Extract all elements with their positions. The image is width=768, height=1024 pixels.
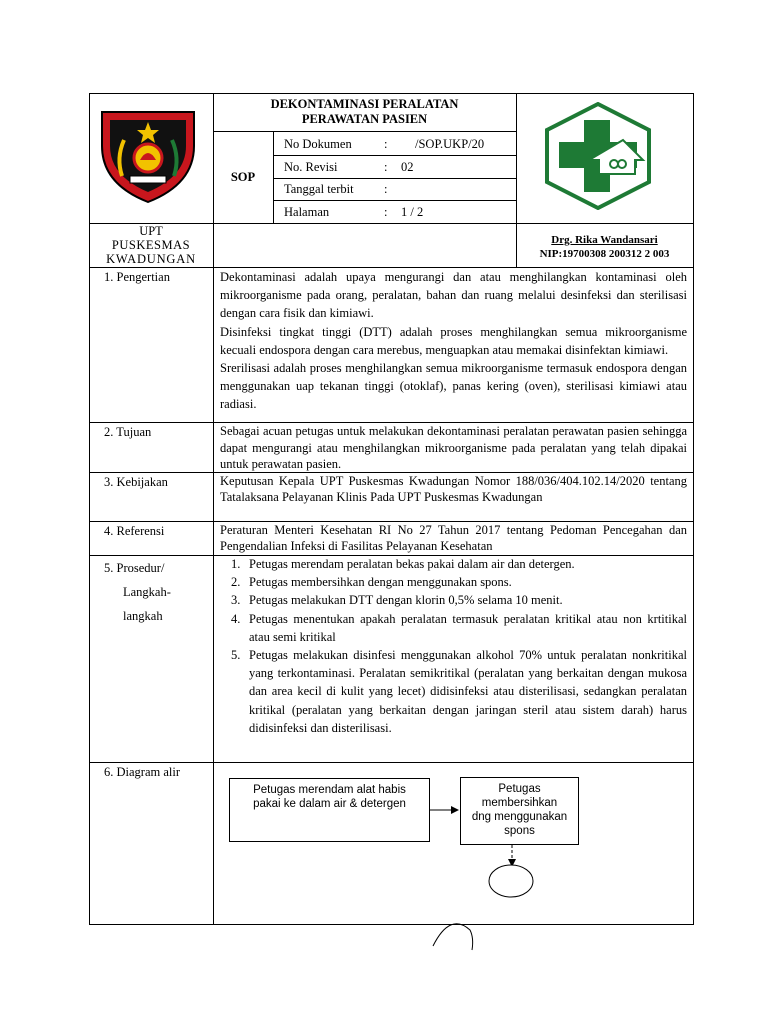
- flow-connector-circle: [489, 865, 533, 897]
- org-line-1: UPT: [139, 224, 163, 238]
- meta-sep: :: [384, 160, 388, 174]
- section-label-tujuan: 2. Tujuan: [104, 425, 152, 439]
- procedure-step: 5. Petugas melakukan disinfesi menggunakan alkohol 70% untuk peralatan nonkritikal yang terkontaminasi. Peralatan semikritikal (peralatan yang berkaitan dengan mukosa dan area kecil di kulit yang lecet) didisinfeksi atau disterilisasi, sedangkan peralatan kritikal (peralatan yang berkaitan dengan jaringan steril atau sistem darah) harus didisinfeksi dan disterilisasi.: [231, 648, 687, 735]
- page-connector-arc: [433, 924, 473, 950]
- meta-label-no-revisi: No. Revisi: [284, 160, 338, 174]
- section-label-diagram: 6. Diagram alir: [104, 765, 181, 779]
- label-line: 5. Prosedur/: [104, 561, 165, 575]
- flow-box-clean: Petugas membersihkan dng menggunakan spons: [460, 777, 579, 845]
- meta-value-no-dokumen: /SOP.UKP/20: [415, 137, 485, 151]
- label-line: Langkah-: [123, 585, 171, 599]
- procedure-step: 1. Petugas merendam peralatan bekas pakai dalam air dan detergen.: [231, 557, 575, 571]
- meta-label-no-dokumen: No Dokumen: [284, 137, 352, 151]
- section-label-kebijakan: 3. Kebijakan: [104, 475, 168, 489]
- org-line-3: KWADUNGAN: [106, 252, 196, 266]
- meta-sep: :: [384, 137, 388, 151]
- procedure-step: 4. Petugas menentukan apakah peralatan termasuk peralatan kritikal atau non krtitikal atau semi kritikal: [231, 611, 687, 644]
- meta-sep: :: [384, 205, 388, 219]
- section-content-tujuan: Sebagai acuan petugas untuk melakukan dekontaminasi peralatan perawatan pasien sehingga dapat mengurangi atau menghilangkan mikroorganisme pada peralatan yang telah dipakai untuk perawatan pasien.: [220, 424, 687, 471]
- meta-label-halaman: Halaman: [284, 205, 330, 219]
- procedure-step: 2. Petugas membersihkan dengan menggunakan spons.: [231, 575, 512, 590]
- meta-value-halaman: 1 / 2: [401, 205, 424, 219]
- signer-nip: NIP:19700308 200312 2 003: [539, 248, 670, 260]
- sop-label: SOP: [230, 170, 256, 184]
- procedure-step: 3. Petugas melakukan DTT dengan klorin 0,5% selama 10 menit.: [231, 593, 563, 608]
- paragraph: Srerilisasi adalah proses menghilangkan semua mikroorganisme termasuk endospora dengan menggunakan uap tekanan tinggi (otoklaf), panas kering (oven), sterilisasi kimiawi atau radiasi.: [220, 361, 687, 412]
- label-line: langkah: [123, 609, 163, 623]
- title-line-1: DEKONTAMINASI PERALATAN: [270, 97, 459, 111]
- title-line-2: PERAWATAN PASIEN: [301, 112, 428, 126]
- meta-sep: :: [384, 182, 388, 196]
- paragraph: Dekontaminasi adalah upaya mengurangi dan atau menghilangkan kontaminasi oleh mikroorganisme pada orang, peralatan, bahan dan ruang melalui desinfeksi dan sterilisasi dengan cara fisik dan kimiawi.: [220, 270, 687, 321]
- section-content-kebijakan: Keputusan Kepala UPT Puskesmas Kwadungan Nomor 188/036/404.102.14/2020 tentang Tatalaksana Pelayanan Klinis Pada UPT Puskesmas Kwadungan: [220, 474, 687, 504]
- section-label-pengertian: 1. Pengertian: [104, 270, 170, 284]
- flow-box-soak: Petugas merendam alat habis pakai ke dalam air & detergen: [229, 778, 430, 842]
- section-label-referensi: 4. Referensi: [104, 524, 165, 538]
- meta-label-tanggal-terbit: Tanggal terbit: [284, 182, 354, 196]
- meta-value-no-revisi: 02: [401, 160, 414, 174]
- paragraph: Disinfeksi tingkat tinggi (DTT) adalah proses menghilangkan semua mikroorganisme kecuali endospora dengan cara merebus, menguapkan atau memakai disinfektan kimiawi.: [220, 324, 687, 357]
- org-line-2: PUSKESMAS: [111, 238, 191, 252]
- signer-name: Drg. Rika Wandansari: [551, 234, 658, 246]
- section-content-referensi: Peraturan Menteri Kesehatan RI No 27 Tahun 2017 tentang Pedoman Pencegahan dan Pengendalian Infeksi di Fasilitas Pelayanan Kesehatan: [220, 523, 687, 553]
